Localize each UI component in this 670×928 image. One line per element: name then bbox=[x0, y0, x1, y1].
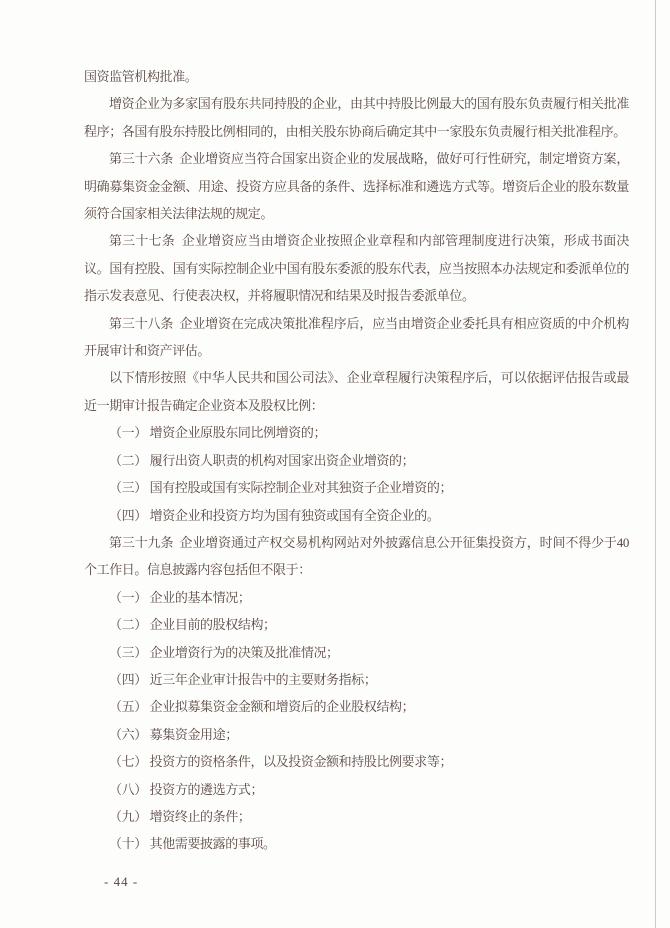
list-item: （一） 企业的基本情况； bbox=[109, 589, 251, 605]
list-item: （九） 增资终止的条件； bbox=[109, 808, 251, 824]
paragraph-article-37: 第三十七条 企业增资应当由增资企业按照企业章程和内部管理制度进行决策，形成书面决议。国有控股、国有实际控制企业中国有股东委派的股东代表，应当按照本办法规定和委派单位的指示发表意见、行使表决权，并将履职情况和结果及时报告委派单位。 bbox=[84, 233, 629, 304]
paragraph-article-39: 第三十九条 企业增资通过产权交易机构网站对外披露信息公开征集投资方，时间不得少于40个工作日。信息披露内容包括但不限于： bbox=[84, 534, 629, 578]
list-item: （六） 募集资金用途； bbox=[109, 726, 238, 742]
list-item: （三） 企业增资行为的决策及批准情况； bbox=[109, 644, 339, 660]
document-body bbox=[84, 63, 629, 858]
list-item: （八） 投资方的遴选方式； bbox=[109, 781, 264, 797]
list-item: （四） 近三年企业审计报告中的主要财务指标； bbox=[109, 671, 377, 687]
list-item: （四） 增资企业和投资方均为国有独资或国有全资企业的。 bbox=[109, 507, 440, 523]
paragraph-article-38: 第三十八条 企业增资在完成决策批准程序后，应当由增资企业委托具有相应资质的中介机构开展审计和资产评估。 bbox=[84, 315, 629, 359]
paragraph-continuation: 国资监管机构批准。 bbox=[84, 69, 198, 84]
list-item: （五） 企业拟募集资金金额和增资后的企业股权结构； bbox=[109, 699, 415, 715]
list-item: （三） 国有控股或国有实际控制企业对其独资子企业增资的； bbox=[109, 480, 453, 496]
paragraph: 以下情形按照《中华人民共和国公司法》、企业章程履行决策程序后，可以依据评估报告或最近一期审计报告确定企业资本及股权比例： bbox=[84, 370, 629, 413]
list-item: （二） 履行出资人职责的机构对国家出资企业增资的； bbox=[109, 452, 415, 468]
list-item: （二） 企业目前的股权结构； bbox=[109, 617, 276, 633]
list-item: （十） 其他需要披露的事项。 bbox=[109, 836, 276, 852]
paragraph-article-36: 第三十六条 企业增资应当符合国家出资企业的发展战略，做好可行性研究，制定增资方案，明确募集资金金额、用途、投资方应具备的条件、选择标准和遴选方式等。增资后企业的股东数量须符合国家相关法律法规的规定。 bbox=[84, 151, 629, 222]
page-number: - 44 - bbox=[104, 874, 139, 889]
paragraph: 增资企业为多家国有股东共同持股的企业，由其中持股比例最大的国有股东负责履行相关批准程序；各国有股东持股比例相同的，由相关股东协商后确定其中一家股东负责履行相关批准程序。 bbox=[84, 96, 629, 139]
list-item: （七） 投资方的资格条件，以及投资金额和持股比例要求等； bbox=[109, 754, 453, 770]
list-item: （一） 增资企业原股东同比例增资的； bbox=[109, 425, 327, 441]
page-edge-line bbox=[655, 0, 656, 928]
